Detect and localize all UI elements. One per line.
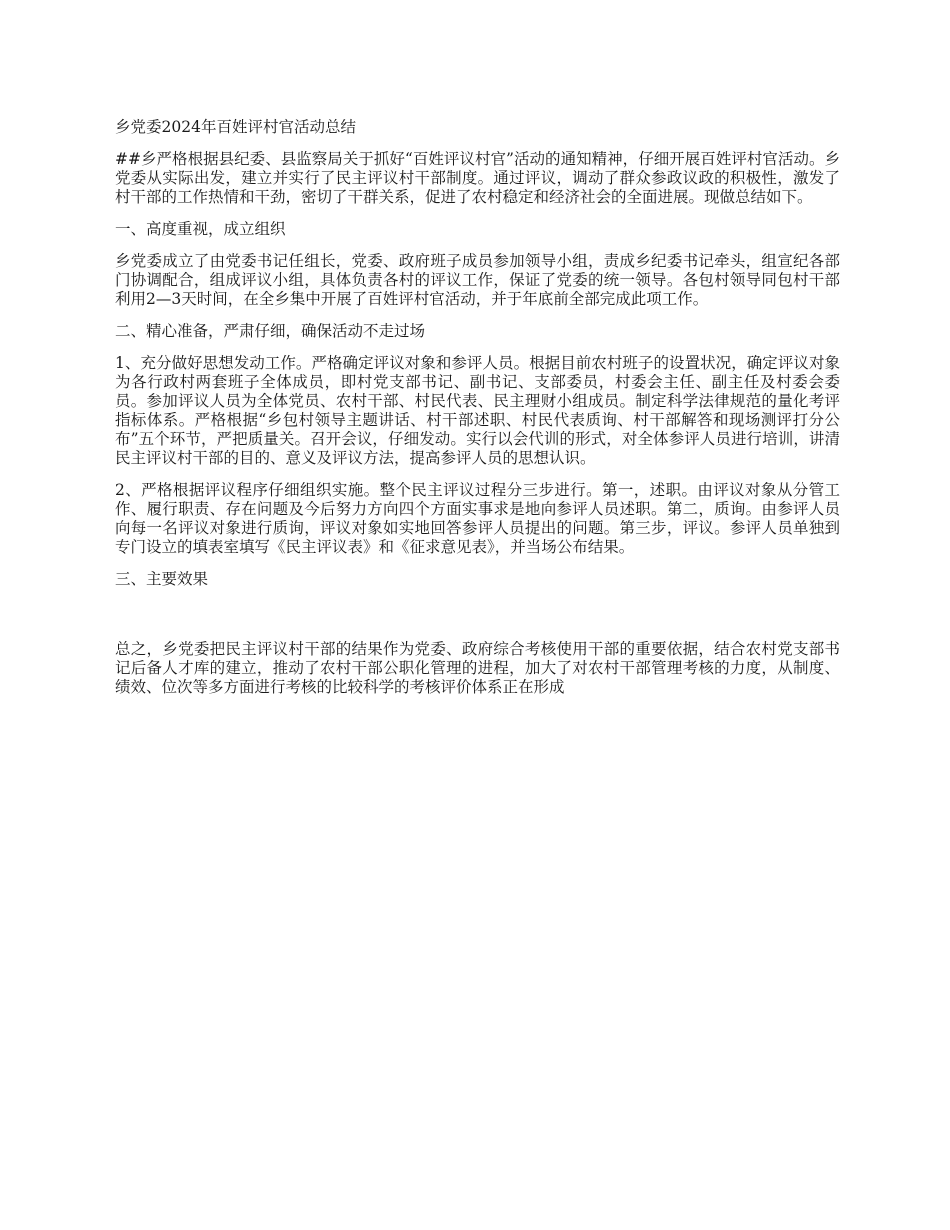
section-1-heading: 一、高度重视，成立组织	[115, 220, 286, 238]
section-3-heading: 三、主要效果	[115, 570, 209, 588]
intro-paragraph: ##乡严格根据县纪委、县监察局关于抓好“百姓评议村官”活动的通知精神，仔细开展百姓评村官活动。乡党委从实际出发，建立并实行了民主评议村干部制度。通过评议，调动了群众参政议政的积极性，激发了村干部的工作热情和干劲，密切了干群关系，促进了农村稳定和经济社会的全面进展。现做总结如下。	[115, 150, 840, 206]
conclusion-paragraph: 总之，乡党委把民主评议村干部的结果作为党委、政府综合考核使用干部的重要依据，结合农村党支部书记后备人才库的建立，推动了农村干部公职化管理的进程，加大了对农村干部管理考核的力度，从制度、绩效、位次等多方面进行考核的比较科学的考核评价体系正在形成	[115, 640, 840, 696]
section-2-item-2-paragraph: 2、严格根据评议程序仔细组织实施。整个民主评议过程分三步进行。第一，述职。由评议对象从分管工作、履行职责、存在问题及今后努力方向四个方面实事求是地向参评人员述职。第二，质询。由参评人员向每一名评议对象进行质询，评议对象如实地回答参评人员提出的问题。第三步，评议。参评人员单独到专门设立的填表室填写《民主评议表》和《征求意见表》，并当场公布结果。	[115, 481, 840, 556]
section-2-item-1-paragraph: 1、充分做好思想发动工作。严格确定评议对象和参评人员。根据目前农村班子的设置状况，确定评议对象为各行政村两套班子全体成员，即村党支部书记、副书记、支部委员，村委会主任、副主任及村委会委员。参加评议人员为全体党员、农村干部、村民代表、民主理财小组成员。制定科学法律规范的量化考评指标体系。严格根据“乡包村领导主题讲话、村干部述职、村民代表质询、村干部解答和现场测评打分公布”五个环节，严把质量关。召开会议，仔细发动。实行以会代训的形式，对全体参评人员进行培训，讲清民主评议村干部的目的、意义及评议方法，提高参评人员的思想认识。	[115, 354, 840, 467]
document-page	[115, 118, 840, 710]
section-2-heading: 二、精心准备，严肃仔细，确保活动不走过场	[115, 322, 426, 340]
document-title: 乡党委2024年百姓评村官活动总结	[115, 118, 356, 136]
blank-gap	[115, 602, 840, 640]
section-1-paragraph: 乡党委成立了由党委书记任组长，党委、政府班子成员参加领导小组，责成乡纪委书记牵头，组宣纪各部门协调配合，组成评议小组，具体负责各村的评议工作，保证了党委的统一领导。各包村领导同包村干部利用2—3天时间，在全乡集中开展了百姓评村官活动，并于年底前全部完成此项工作。	[115, 252, 840, 308]
